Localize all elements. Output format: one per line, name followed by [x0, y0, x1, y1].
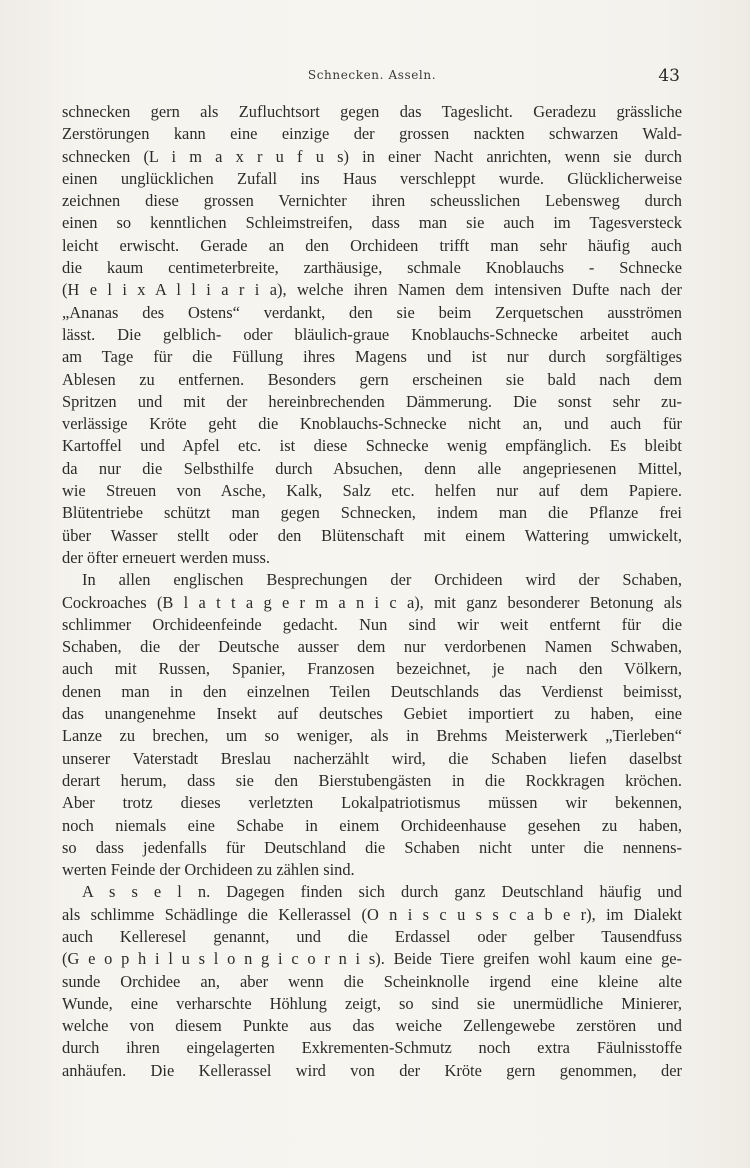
text-line: schnecken gern als Zufluchtsort gegen das Tageslicht. Geradezu grässliche	[62, 102, 682, 121]
text-line: welche von diesem Punkte aus das weiche Zellengewebe zerstören und	[62, 1016, 682, 1036]
text-line: am Tage für die Füllung ihres Magens und ist nur durch sorgfältiges	[62, 347, 682, 367]
text-line: einen so kenntlichen Schleimstreifen, dass man sie auch im Tagesversteck	[62, 213, 682, 233]
text-line: lässt. Die gelblich- oder bläulich-graue Knoblauchs-Schnecke arbeitet auch	[62, 324, 682, 344]
text-line: unserer Vaterstadt Breslau nacherzählt wird, die Schaben liefen daselbst	[62, 748, 682, 768]
text-line: über Wasser stellt oder den Blütenschaft mit einem Wattering umwickelt,	[62, 525, 682, 545]
text-line: sunde Orchidee an, aber wenn die Scheinknolle irgend eine kleine alte	[62, 971, 682, 991]
running-title: Schnecken. Asseln.	[307, 68, 437, 82]
text-line: einen unglücklichen Zufall ins Haus verschleppt wurde. Glücklicherweise	[62, 168, 682, 188]
text-line: Spritzen und mit der hereinbrechenden Dämmerung. Die sonst sehr zu-	[62, 391, 682, 411]
text-line: Zerstörungen kann eine einzige der grossen nackten schwarzen Wald-	[62, 124, 682, 144]
text-line: auch mit Russen, Spanier, Franzosen bezeichnet, je nach den Völkern,	[62, 659, 682, 679]
text-line: Blütentriebe schützt man gegen Schnecken, indem man die Pflanze frei	[62, 503, 682, 523]
body-text	[62, 101, 682, 1082]
text-line: (G e o p h i l u s l o n g i c o r n i s). Beide Tiere greifen wohl kaum eine ge-	[62, 949, 682, 969]
text-line: leicht erwischt. Gerade an den Orchideen trifft man sehr häufig auch	[62, 235, 682, 255]
text-line: Ablesen zu entfernen. Besonders gern erscheinen sie bald nach dem	[62, 369, 682, 389]
text-line: auch Kelleresel genannt, und die Erdassel oder gelber Tausendfuss	[62, 926, 682, 946]
text-line: „Ananas des Ostens“ verdankt, den sie beim Zerquetschen ausströmen	[62, 302, 682, 322]
text-line: Wunde, eine verharschte Höhlung zeigt, so sind sie unermüdliche Minierer,	[62, 993, 682, 1013]
text-line: das unangenehme Insekt auf deutsches Gebiet importiert zu haben, eine	[62, 704, 682, 724]
text-line: so dass jedenfalls für Deutschland die Schaben nicht unter die nennens-	[62, 837, 682, 857]
text-line: Cockroaches (B l a t t a g e r m a n i c a), mit ganz besonderer Betonung als	[62, 592, 682, 612]
text-line: verlässige Kröte geht die Knoblauchs-Schnecke nicht an, und auch für	[62, 414, 682, 434]
text-line: schlimmer Orchideenfeinde gedacht. Nun sind wir weit entfernt für die	[62, 614, 682, 634]
text-line: anhäufen. Die Kellerassel wird von der Kröte gern genommen, der	[62, 1060, 682, 1080]
text-line: Aber trotz dieses verletzten Lokalpatriotismus müssen wir bekennen,	[62, 793, 682, 813]
page-header	[62, 66, 682, 90]
text-line: denen man in den einzelnen Teilen Deutschlands das Verdienst beimisst,	[62, 681, 682, 701]
text-line: Lanze zu brechen, um so weniger, als in Brehms Meisterwerk „Tierleben“	[62, 726, 682, 746]
text-line: durch ihren eingelagerten Exkrementen-Schmutz noch extra Fäulnisstoffe	[62, 1038, 682, 1058]
text-line: derart herum, dass sie den Bierstubengästen in die Rockkragen kröchen.	[62, 770, 682, 790]
text-line: (H e l i x A l l i a r i a), welche ihren Namen dem intensiven Dufte nach der	[62, 280, 682, 300]
text-line: Kartoffel und Apfel etc. ist diese Schnecke wenig empfänglich. Es bleibt	[62, 436, 682, 456]
text-line: zeichnen diese grossen Vernichter ihren scheusslichen Lebensweg durch	[62, 191, 682, 211]
text-line: A s s e l n. Dagegen finden sich durch ganz Deutschland häufig und	[82, 882, 682, 902]
text-line: noch niemals eine Schabe in einem Orchideenhause gesehen zu haben,	[62, 815, 682, 835]
text-line: der öfter erneuert werden muss.	[62, 547, 270, 567]
text-line: werten Feinde der Orchideen zu zählen sind.	[62, 860, 355, 880]
text-line: In allen englischen Besprechungen der Orchideen wird der Schaben,	[82, 570, 682, 590]
text-line: als schlimme Schädlinge die Kellerassel (O n i s c u s s c a b e r), im Dialekt	[62, 904, 682, 924]
text-line: Schaben, die der Deutsche ausser dem nur verdorbenen Namen Schwaben,	[62, 637, 682, 657]
text-line: schnecken (L i m a x r u f u s) in einer Nacht anrichten, wenn sie durch	[62, 146, 682, 166]
page-number: 43	[658, 66, 680, 86]
text-line: wie Streuen von Asche, Kalk, Salz etc. helfen nur auf dem Papiere.	[62, 481, 682, 501]
text-line: die kaum centimeterbreite, zarthäusige, schmale Knoblauchs - Schnecke	[62, 258, 682, 278]
text-line: da nur die Selbsthilfe durch Absuchen, denn alle angepriesenen Mittel,	[62, 458, 682, 478]
